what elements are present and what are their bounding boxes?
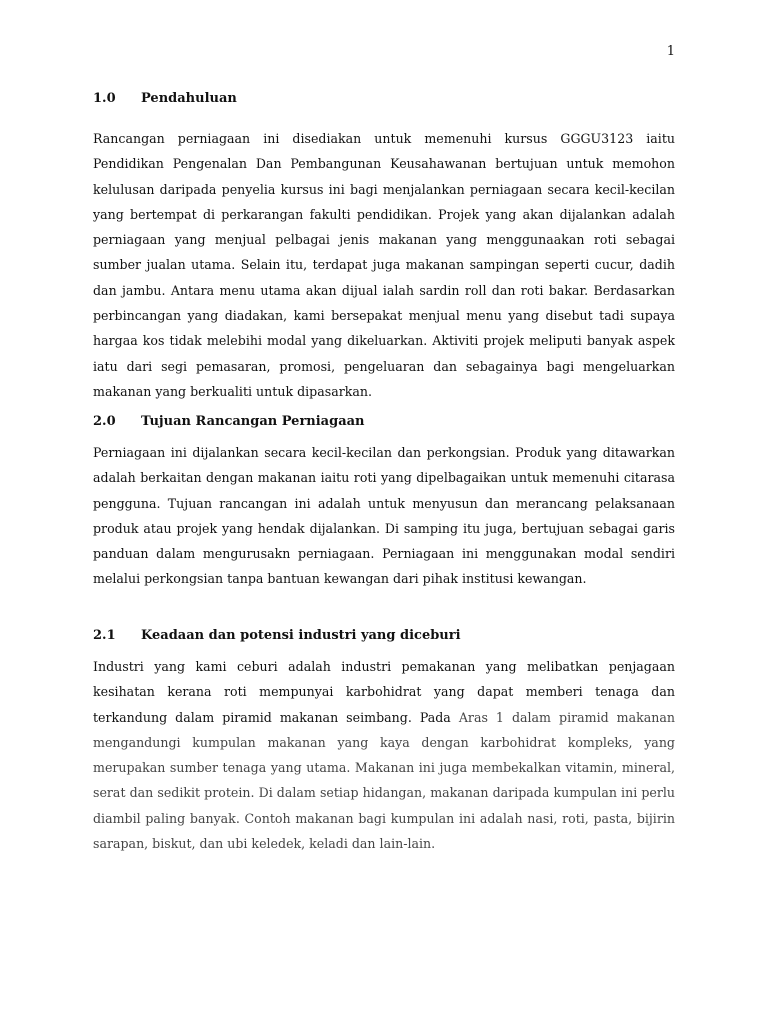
section-paragraph-1-0: Rancangan perniagaan ini disediakan untuk memenuhi kursus GGGU3123 iaitu Pendidikan Pengenalan Dan Pembangunan Keusahawanan bertujuan untuk memohon kelulusan daripada penyelia kursus ini bagi menjalankan perniagaan secara kecil-kecilan yang bertempat di perkarangan fakulti pendidikan. Projek yang akan dijalankan adalah perniagaan yang menjual pelbagai jenis makanan yang menggunaakan roti sebagai sumber jualan utama. Selain itu, terdapat juga makanan sampingan seperti cucur, dadih dan jambu. Antara menu utama akan dijual ialah sardin roll dan roti bakar. Berdasarkan perbincangan yang diadakan, kami bersepakat menjual menu yang disebut tadi supaya hargaa kos tidak melebihi modal yang dikeluarkan. Aktiviti projek meliputi banyak aspek iatu dari segi pemasaran, promosi, pengeluaran dan sebagainya bagi mengeluarkan makanan yang berkualiti untuk dipasarkan. [93,131,675,399]
section-number: 1.0 [93,91,116,106]
paragraph-run-quoted: Aras 1 dalam piramid makanan mengandungi kumpulan makanan yang kaya dengan karbohidrat kompleks, yang merupakan sumber tenaga yang utama. Makanan ini juga membekalkan vitamin, mineral, serat dan sedikit protein. Di dalam setiap hidangan, makanan daripada kumpulan ini perlu diambil paling banyak. Contoh makanan bagi kumpulan ini adalah nasi, roti, pasta, bijirin sarapan, biskut, dan ubi keledek, keladi dan lain-lain. [93,709,675,852]
section-heading-2-1 [93,628,461,643]
section-title: Keadaan dan potensi industri yang diceburi [141,628,461,643]
page-number: 1 [666,44,675,59]
section-paragraph-2-0: Perniagaan ini dijalankan secara kecil-kecilan dan perkongsian. Produk yang ditawarkan adalah berkaitan dengan makanan iaitu roti yang dipelbagaikan untuk memenuhi citarasa pengguna. Tujuan rancangan ini adalah untuk menyusun dan merancang pelaksanaan produk atau projek yang hendak dijalankan. Di samping itu juga, bertujuan sebagai garis panduan dalam mengurusakn perniagaan. Perniagaan ini menggunakan modal sendiri melalui perkongsian tanpa bantuan kewangan dari pihak institusi kewangan. [93,445,675,587]
paragraph-run: Industri yang kami ceburi adalah industri pemakanan yang melibatkan penjagaan kesihatan kerana roti mempunyai karbohidrat yang dapat memberi tenaga dan terkandung dalam piramid makanan seimbang. Pada [93,659,675,725]
section-heading-2-0 [93,414,365,429]
section-title: Tujuan Rancangan Perniagaan [141,414,365,429]
section-title: Pendahuluan [141,91,237,106]
section-heading-1-0 [93,91,237,106]
section-number: 2.0 [93,414,116,429]
section-number: 2.1 [93,628,116,643]
section-paragraph-2-1 [93,654,675,856]
